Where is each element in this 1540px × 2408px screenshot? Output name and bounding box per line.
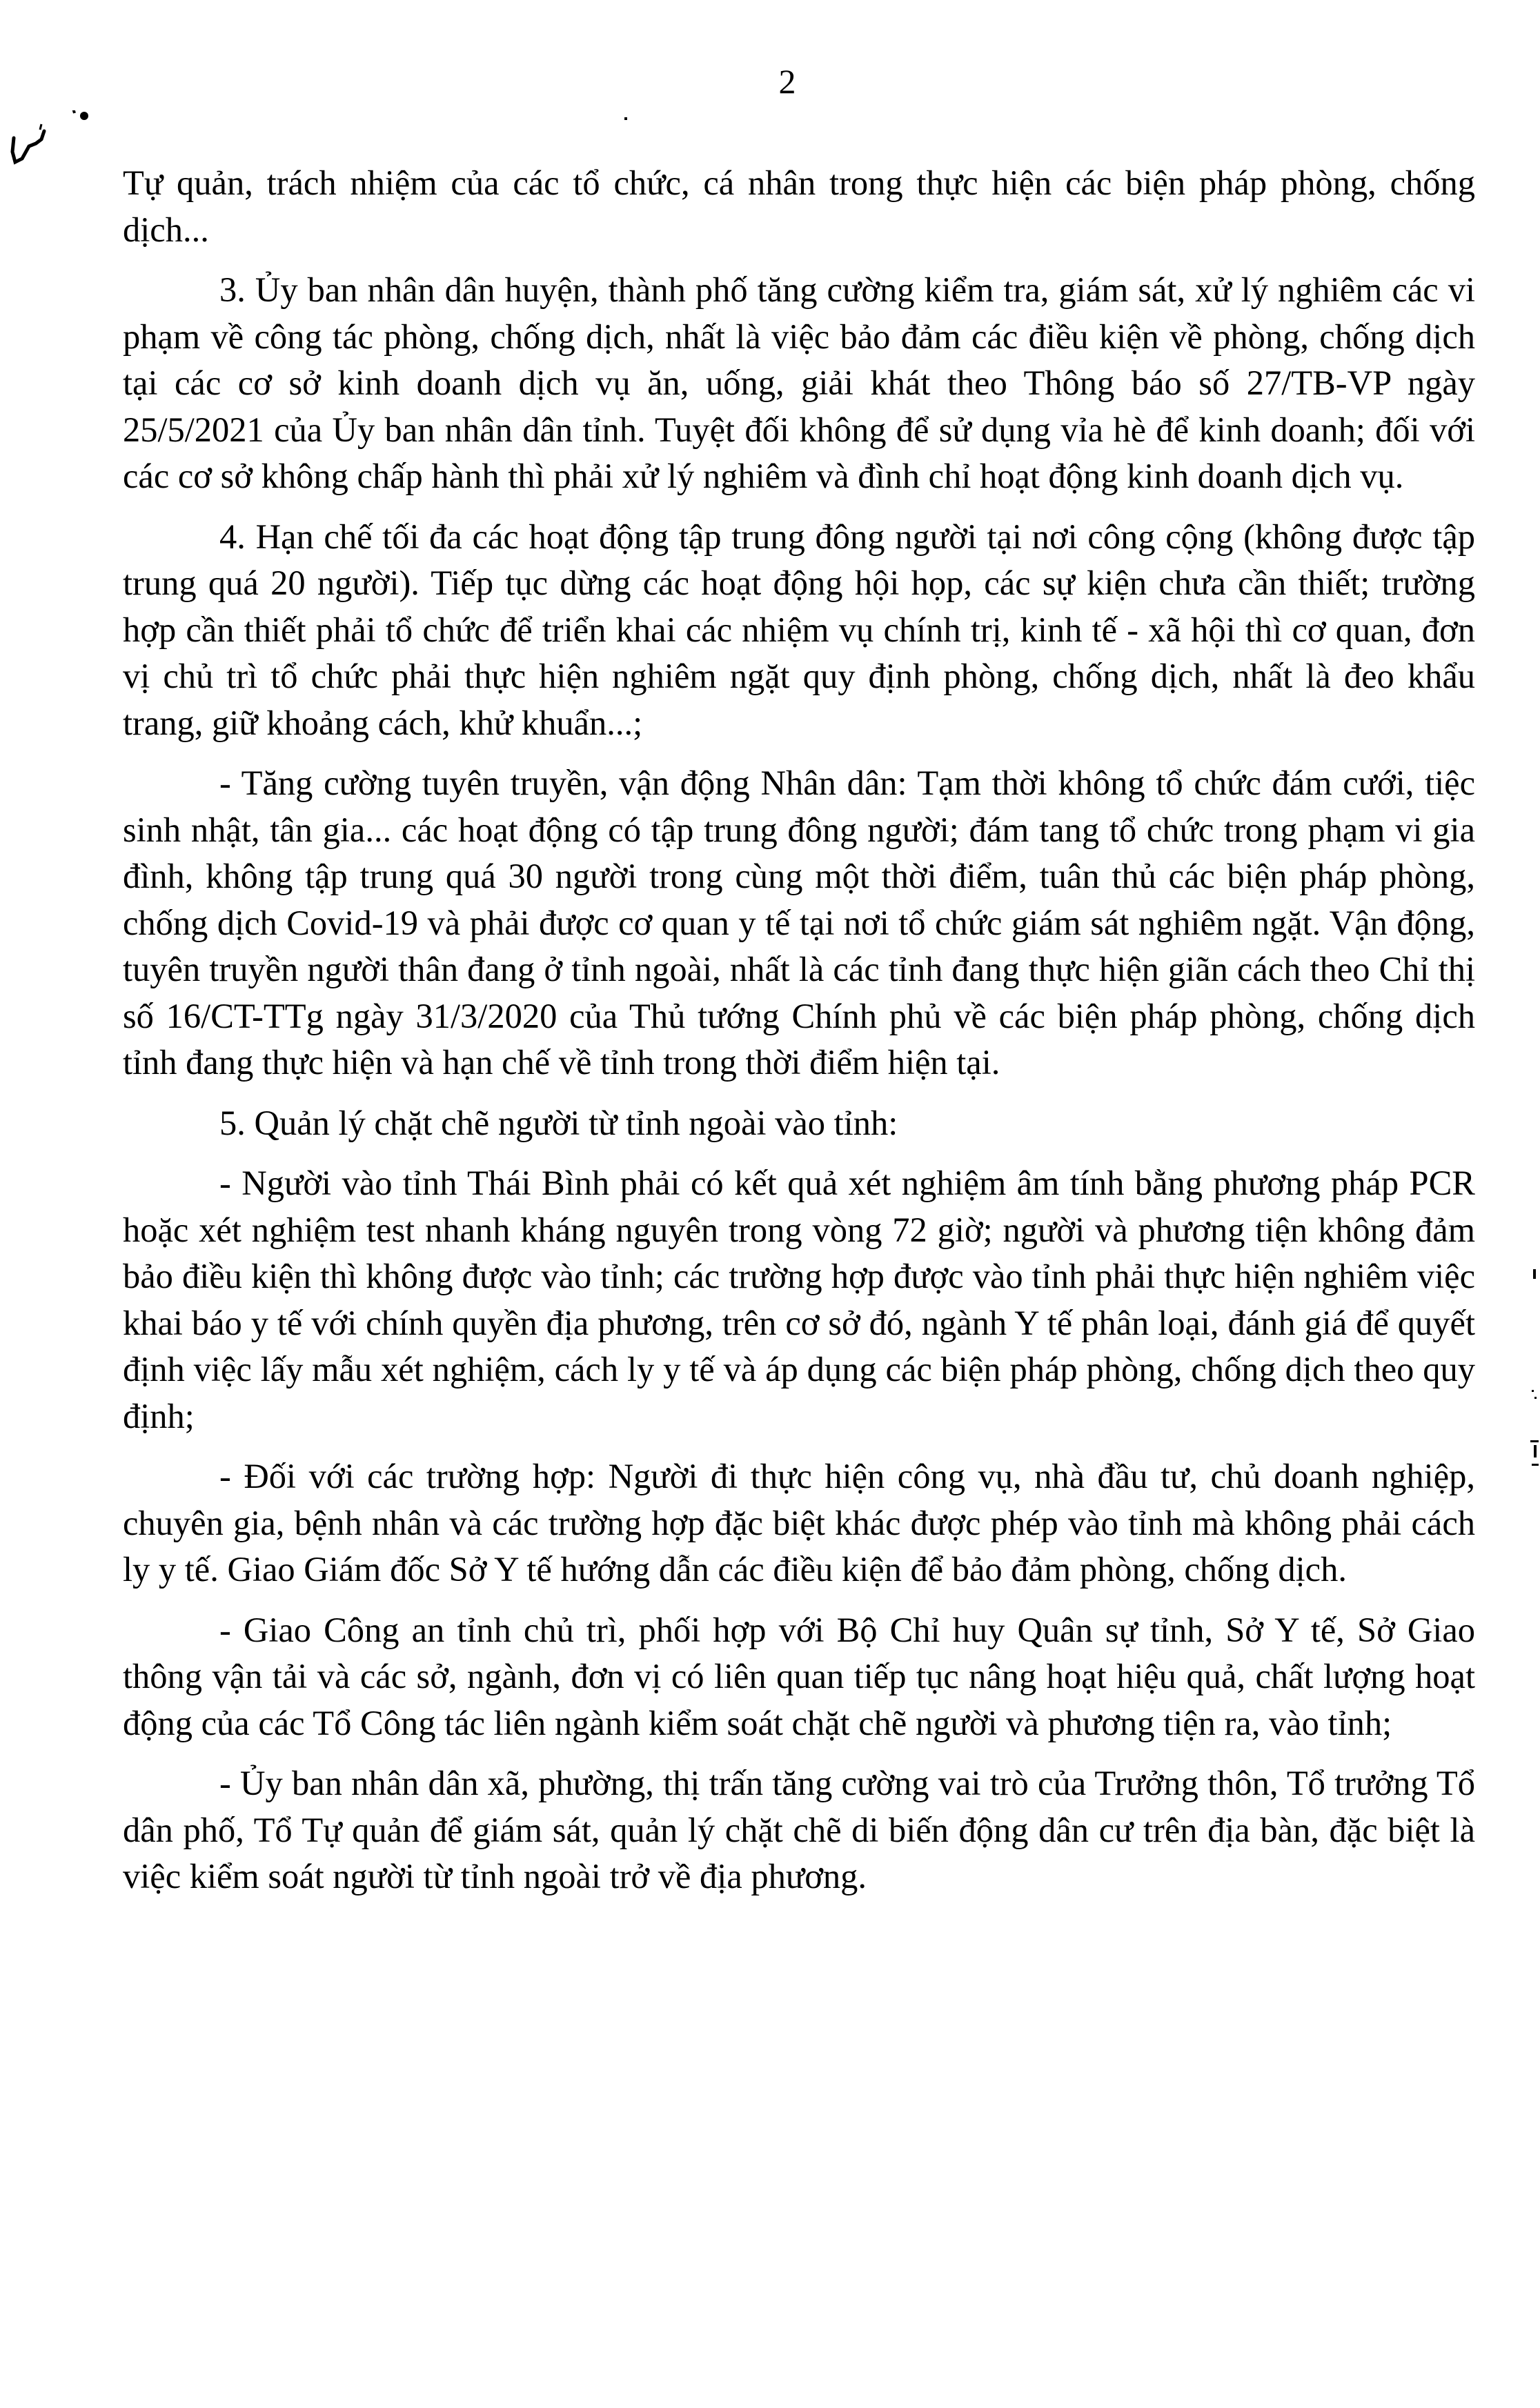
document-body [123,160,1475,1914]
paragraph-item-5: 5. Quản lý chặt chẽ người từ tỉnh ngoài vào tỉnh: [219,1103,898,1142]
paragraph-bullet-exemptions: - Đối với các trường hợp: Người đi thực hiện công vụ, nhà đầu tư, chủ doanh nghiệp, chuyên gia, bệnh nhân và các trường hợp đặc biệt khác được phép vào tỉnh mà không phải cách ly y tế. Giao Giám đốc Sở Y tế hướng dẫn các điều kiện để bảo đảm phòng, chống dịch. [123,1457,1475,1589]
scan-speck [624,117,627,120]
paragraph-item-3: 3. Ủy ban nhân dân huyện, thành phố tăng cường kiểm tra, giám sát, xử lý nghiêm các vi phạm về công tác phòng, chống dịch, nhất là việc bảo đảm các điều kiện về phòng, chống dịch tại các cơ sở kinh doanh dịch vụ ăn, uống, giải khát theo Thông báo số 27/TB-VP ngày 25/5/2021 của Ủy ban nhân dân tỉnh. Tuyệt đối không để sử dụng vỉa hè để kinh doanh; đối với các cơ sở không chấp hành thì phải xử lý nghiêm và đình chỉ hoạt động kinh doanh dịch vụ. [123,270,1475,495]
scan-edge-marks [1518,1262,1539,1469]
paragraph-bullet-propaganda: - Tăng cường tuyên truyền, vận động Nhân dân: Tạm thời không tổ chức đám cưới, tiệc sinh nhật, tân gia... các hoạt động có tập trung đông người; đám tang tổ chức trong phạm vi gia đình, không tập trung quá 30 người trong cùng một thời điểm, tuân thủ các biện pháp phòng, chống dịch Covid-19 và phải được cơ quan y tế tại nơi tổ chức giám sát nghiêm ngặt. Vận động, tuyên truyền người thân đang ở tỉnh ngoài, nhất là các tỉnh đang thực hiện giãn cách theo Chỉ thị số 16/CT-TTg ngày 31/3/2020 của Thủ tướng Chính phủ về các biện pháp phòng, chống dịch tỉnh đang thực hiện và hạn chế về tỉnh trong thời điểm hiện tại. [123,764,1475,1082]
paragraph-bullet-commune: - Ủy ban nhân dân xã, phường, thị trấn tăng cường vai trò của Trưởng thôn, Tổ trưởng Tổ dân phố, Tổ Tự quản để giám sát, quản lý chặt chẽ di biến động dân cư trên địa bàn, đặc biệt là việc kiểm soát người từ tỉnh ngoài trở về địa phương. [123,1764,1475,1895]
paragraph-continuation: Tự quản, trách nhiệm của các tổ chức, cá nhân trong thực hiện các biện pháp phòng, chống dịch... [123,163,1475,249]
paragraph-bullet-entry-testing: - Người vào tỉnh Thái Bình phải có kết quả xét nghiệm âm tính bằng phương pháp PCR hoặc xét nghiệm test nhanh kháng nguyên trong vòng 72 giờ; người và phương tiện không đảm bảo điều kiện thì không được vào tỉnh; các trường hợp được vào tỉnh phải thực hiện nghiêm việc khai báo y tế với chính quyền địa phương, trên cơ sở đó, ngành Y tế phân loại, đánh giá để quyết định việc lấy mẫu xét nghiệm, cách ly y tế và áp dụng các biện pháp phòng, chống dịch theo quy định; [123,1164,1475,1435]
paragraph-bullet-police: - Giao Công an tỉnh chủ trì, phối hợp với Bộ Chỉ huy Quân sự tỉnh, Sở Y tế, Sở Giao thông vận tải và các sở, ngành, đơn vị có liên quan tiếp tục nâng hoạt hiệu quả, chất lượng hoạt động của các Tổ Công tác liên ngành kiểm soát chặt chẽ người và phương tiện ra, vào tỉnh; [123,1610,1475,1742]
page-number: 2 [778,62,796,101]
paragraph-item-4: 4. Hạn chế tối đa các hoạt động tập trung đông người tại nơi công cộng (không được tập trung quá 20 người). Tiếp tục dừng các hoạt động hội họp, các sự kiện chưa cần thiết; trường hợp cần thiết phải tổ chức để triển khai các nhiệm vụ chính trị, kinh tế - xã hội thì cơ quan, đơn vị chủ trì tổ chức phải thực hiện nghiêm ngặt quy định phòng, chống dịch, nhất là đeo khẩu trang, giữ khoảng cách, khử khuẩn...; [123,517,1475,742]
handwritten-mark-icon [8,110,91,176]
